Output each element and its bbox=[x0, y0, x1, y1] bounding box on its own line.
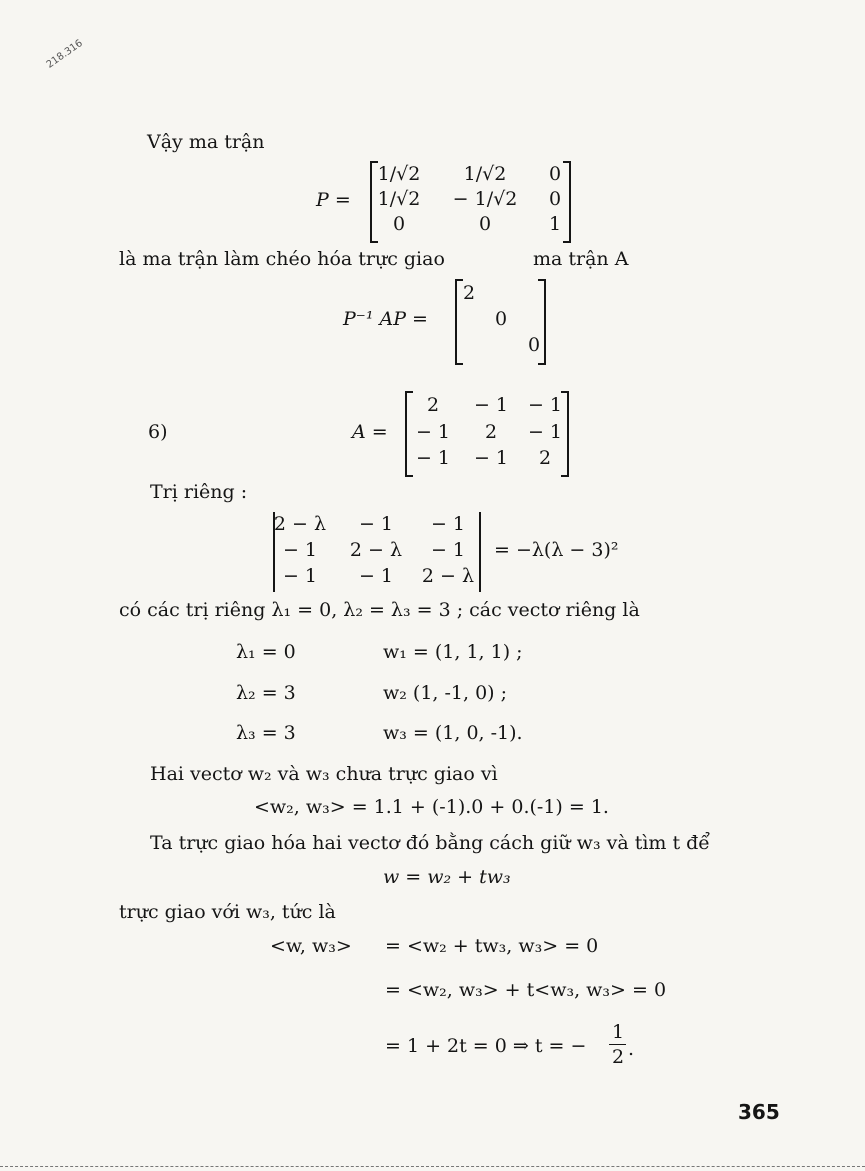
fraction-numerator: 1 bbox=[612, 1021, 625, 1043]
intro-text: Vậy ma trận bbox=[147, 131, 265, 153]
matrix-cell: 2 − λ bbox=[349, 539, 403, 561]
matrix-cell: 0 bbox=[548, 188, 562, 210]
matrix-cell: 1 bbox=[548, 213, 562, 235]
orthogonalization-sentence: Ta trực giao hóa hai vectơ đó bằng cách giữ w₃ và tìm t để bbox=[150, 832, 710, 854]
page-bottom-rule bbox=[0, 1166, 865, 1167]
not-orthogonal-sentence: Hai vectơ w₂ và w₃ chưa trực giao vì bbox=[150, 763, 498, 785]
matrix-cell: − 1 bbox=[358, 565, 394, 587]
matrix-cell: 1/√2 bbox=[463, 163, 507, 185]
eigenvalue: λ₃ = 3 bbox=[236, 722, 296, 744]
eigen-label: Trị riêng : bbox=[150, 481, 248, 503]
eigenvalue: λ₁ = 0 bbox=[236, 641, 296, 663]
matrix-cell: 1/√2 bbox=[377, 188, 421, 210]
diag-lhs: P⁻¹ AP = bbox=[343, 308, 428, 330]
matrix-cell: − 1 bbox=[527, 421, 563, 443]
matrix-cell: − 1 bbox=[430, 539, 466, 561]
eigenvector: w₃ = (1, 0, -1). bbox=[383, 722, 523, 744]
matrix-cell: 2 bbox=[484, 421, 498, 443]
diagonalization-sentence-end: ma trận A bbox=[533, 248, 629, 270]
matrix-cell: − 1 bbox=[473, 394, 509, 416]
matrix-cell: − 1 bbox=[282, 539, 318, 561]
matrix-cell: 2 − λ bbox=[421, 565, 475, 587]
matrix-cell: 2 bbox=[538, 447, 552, 469]
diag-left-bracket bbox=[455, 279, 463, 365]
matrix-A-lhs: A = bbox=[352, 421, 388, 443]
stamp-text: 218.316 bbox=[44, 37, 85, 71]
fraction-tail: . bbox=[628, 1038, 635, 1060]
det-result: = −λ(λ − 3)² bbox=[494, 539, 619, 561]
inner-product-line: <w₂, w₃> = 1.1 + (-1).0 + 0.(-1) = 1. bbox=[254, 796, 609, 818]
matrix-cell: − 1/√2 bbox=[452, 188, 518, 210]
orthogonal-to-sentence: trực giao với w₃, tức là bbox=[119, 901, 336, 923]
matrix-cell: 1/√2 bbox=[377, 163, 421, 185]
equation-line: = 1 + 2t = 0 ⇒ t = − bbox=[385, 1035, 587, 1057]
matrix-cell: − 1 bbox=[430, 513, 466, 535]
item-label: 6) bbox=[148, 421, 168, 443]
fraction-denominator: 2 bbox=[612, 1046, 625, 1068]
matrix-P-lhs: P = bbox=[316, 189, 351, 211]
eigenvector: w₂ (1, -1, 0) ; bbox=[383, 682, 508, 704]
matrix-cell: 0 bbox=[478, 213, 492, 235]
matrix-cell: 2 − λ bbox=[273, 513, 327, 535]
equation-line: = <w₂ + tw₃, w₃> = 0 bbox=[385, 935, 599, 957]
matrix-cell: 0 bbox=[392, 213, 406, 235]
matrix-cell: − 1 bbox=[415, 447, 451, 469]
matrix-cell: − 1 bbox=[415, 421, 451, 443]
w-definition: w = w₂ + tw₃ bbox=[383, 866, 511, 888]
matrix-cell: 2 bbox=[426, 394, 440, 416]
equation-line: = <w₂, w₃> + t<w₃, w₃> = 0 bbox=[385, 979, 667, 1001]
matrix-cell: 0 bbox=[548, 163, 562, 185]
matrix-cell: 0 bbox=[495, 308, 508, 330]
fraction-bar bbox=[609, 1044, 626, 1045]
equation-lhs: <w, w₃> bbox=[270, 935, 352, 957]
eigenvalues-sentence: có các trị riêng λ₁ = 0, λ₂ = λ₃ = 3 ; các vectơ riêng là bbox=[119, 599, 640, 621]
matrix-cell: − 1 bbox=[358, 513, 394, 535]
eigenvector: w₁ = (1, 1, 1) ; bbox=[383, 641, 523, 663]
matrix-cell: 2 bbox=[463, 282, 476, 304]
matrix-cell: − 1 bbox=[282, 565, 318, 587]
library-stamp bbox=[35, 25, 99, 89]
matrix-cell: 0 bbox=[528, 334, 541, 356]
eigenvalue: λ₂ = 3 bbox=[236, 682, 296, 704]
page-number: 365 bbox=[738, 1100, 780, 1124]
matrix-cell: − 1 bbox=[527, 394, 563, 416]
diagonalization-sentence: là ma trận làm chéo hóa trực giao bbox=[119, 248, 445, 270]
matrix-cell: − 1 bbox=[473, 447, 509, 469]
